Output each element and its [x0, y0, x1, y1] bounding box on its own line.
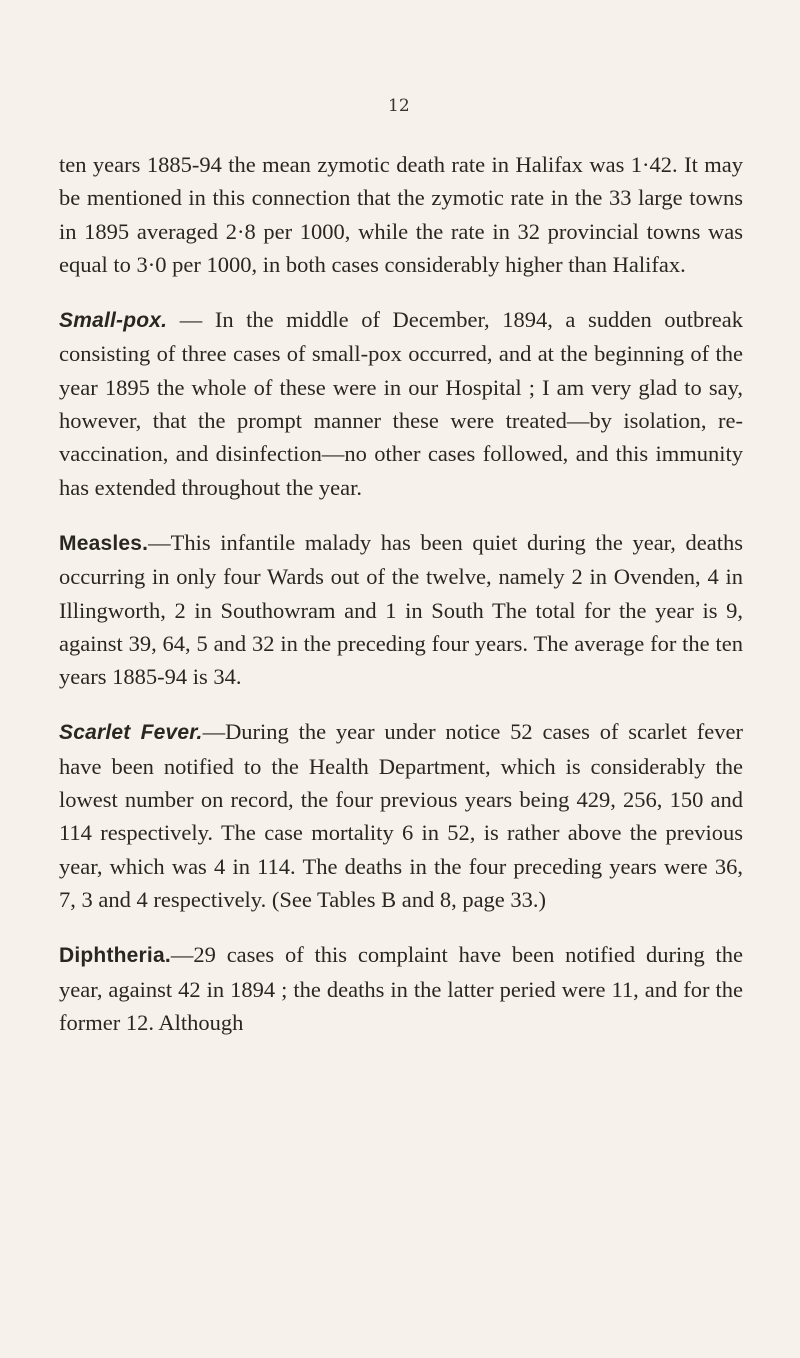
- paragraph-diphtheria-text: —29 cases of this complaint have been notified during the year, against 42 in 1894 ; the deaths in the latter peried were 11, and for the former 12. Although: [59, 942, 743, 1035]
- paragraph-scarlet-fever-text: —During the year under notice 52 cases of scarlet fever have been notified to the Health Department, which is considerably the lowest number on record, the four previous years being 429, 256, 150 and 114 respectively. The case mortality 6 in 52, is rather above the previous year, which was 4 in 114. The deaths in the four preceding years were 36, 7, 3 and 4 respectively. (See Tables B and 8, page 33.): [59, 719, 743, 912]
- paragraph-smallpox-text: — In the middle of December, 1894, a sudden outbreak consisting of three cases of small-pox occurred, and at the beginning of the year 1895 the whole of these were in our Hospital ; I am very glad to say, however, that the prompt manner these were treated—by isolation, re-vaccination, and disinfection—no other cases followed, and this immunity has extended throughout the year.: [59, 307, 743, 500]
- heading-smallpox: Small-pox.: [59, 309, 168, 333]
- paragraph-intro-text: ten years 1885-94 the mean zymotic death rate in Halifax was 1·42. It may be mentioned in this connection that the zymotic rate in the 33 large towns in 1895 averaged 2·8 per 1000, while the rate in 32 provincial towns was equal to 3·0 per 1000, in both cases considerably higher than Halifax.: [59, 152, 743, 277]
- paragraph-intro: [59, 148, 743, 281]
- paragraph-scarlet-fever: [59, 715, 743, 916]
- paragraph-measles: [59, 526, 743, 693]
- heading-measles: Measles.: [59, 531, 149, 555]
- page-number: 12: [388, 96, 410, 116]
- body-text: [59, 148, 743, 1039]
- heading-scarlet-fever: Scarlet Fever.: [59, 721, 203, 745]
- paragraph-smallpox: [59, 303, 743, 504]
- paragraph-diphtheria: [59, 938, 743, 1039]
- paragraph-measles-text: —This infantile malady has been quiet during the year, deaths occurring in only four Wards out of the twelve, namely 2 in Ovenden, 4 in Illingworth, 2 in Southowram and 1 in South The total for the year is 9, against 39, 64, 5 and 32 in the preceding four years. The average for the ten years 1885-94 is 34.: [59, 529, 743, 690]
- heading-diphtheria: Diphtheria.: [59, 944, 171, 968]
